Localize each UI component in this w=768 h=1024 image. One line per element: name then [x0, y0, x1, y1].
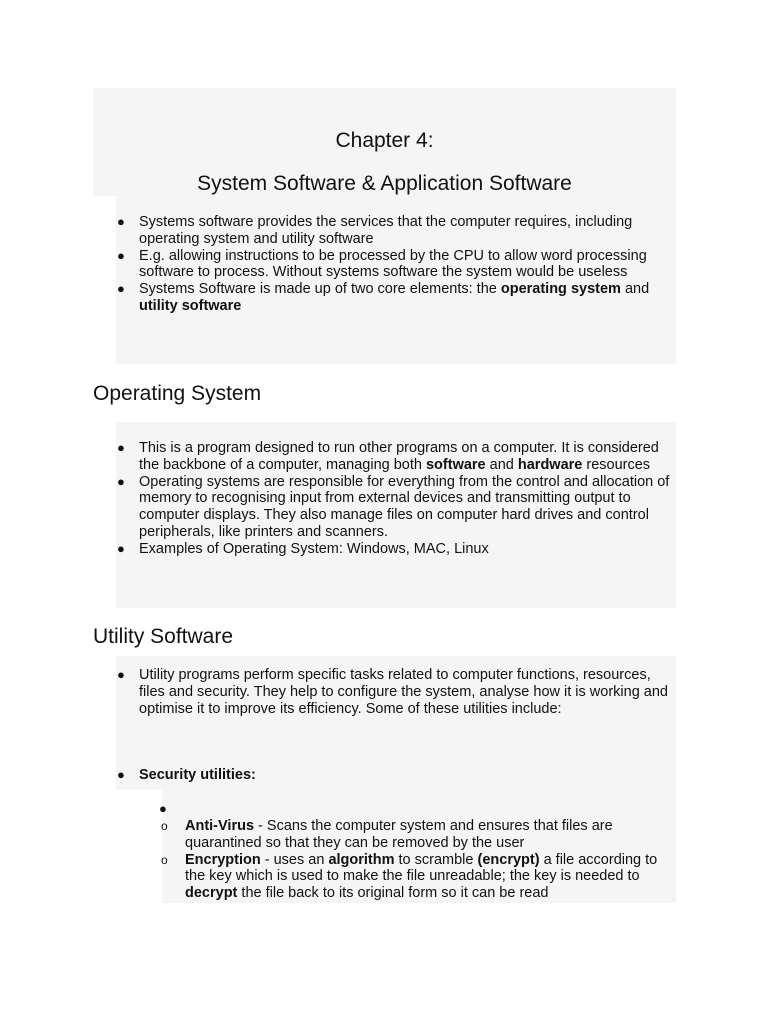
text-run: resources	[582, 456, 651, 473]
bullet-icon: ●	[117, 667, 125, 682]
list-item	[117, 667, 679, 717]
bullet-icon: ●	[117, 767, 125, 782]
bold-text: Encryption	[185, 851, 261, 868]
bullet-icon: ●	[117, 281, 125, 297]
list-item	[117, 473, 679, 541]
utility-bullet-list	[117, 667, 679, 717]
bullet-icon: ●	[117, 540, 125, 556]
bullet-icon: ●	[117, 473, 125, 489]
os-bullet-list	[117, 440, 679, 558]
bullet-icon: o	[161, 819, 168, 833]
text-run: and	[620, 281, 650, 298]
bullet-icon: ●	[117, 247, 125, 263]
bold-text: operating system	[500, 281, 621, 298]
security-utilities-label: Security utilities:	[139, 767, 256, 783]
bullet-icon: o	[161, 852, 168, 867]
bold-text: hardware	[517, 456, 583, 473]
text-run: Utility programs perform specific tasks related to computer functions, resources, files and security. They help to configure the system, analyse how it is working and optimise it to improve its efficiency. Some of these utilities include:	[139, 667, 668, 717]
text-run: - Scans the computer system and ensures that files are quarantined so that they can be removed by the user	[185, 818, 613, 851]
security-bullet-list	[117, 767, 679, 784]
list-item	[117, 540, 679, 558]
text-run: the file back to its original form so it can be read	[237, 885, 549, 902]
bold-text: decrypt	[185, 885, 238, 902]
intro-bullet-list	[117, 214, 679, 315]
text-run: and	[485, 456, 518, 473]
text-run: This is a program designed to run other programs on a computer. It is considered the backbone of a computer, managing both	[139, 440, 659, 473]
security-sub-list	[161, 818, 679, 902]
text-run: to scramble	[394, 851, 478, 868]
text-run: - uses an	[260, 851, 329, 868]
bullet-icon: ●	[117, 440, 125, 455]
list-item	[161, 818, 679, 852]
list-item	[117, 281, 679, 315]
list-item	[117, 767, 679, 784]
list-item	[161, 851, 679, 902]
text-run: E.g. allowing instructions to be processed by the CPU to allow word processing software to process. Without systems software the system would be useless	[139, 247, 647, 281]
os-heading: Operating System	[93, 382, 262, 405]
bold-text: (encrypt)	[477, 851, 540, 868]
bullet-icon: ●	[159, 801, 167, 816]
list-item	[117, 214, 679, 248]
text-run: Examples of Operating System: Windows, MAC, Linux	[139, 540, 489, 557]
bold-text: utility software	[139, 297, 242, 314]
empty-bullet	[159, 801, 167, 817]
bold-text: algorithm	[328, 851, 395, 868]
text-run: a file according to the key which is used to make the file unreadable; the key is needed to	[185, 851, 658, 885]
list-item	[117, 440, 679, 474]
utility-heading: Utility Software	[93, 625, 234, 648]
list-item	[117, 247, 679, 282]
chapter-title: Chapter 4:	[335, 129, 434, 152]
chapter-subtitle: System Software & Application Software	[197, 172, 572, 195]
text-run: Operating systems are responsible for everything from the control and allocation of memory to recognising input from external devices and transmitting output to computer displays. They also manage files on computer hard drives and control peripherals, like printers and scanners.	[139, 473, 670, 540]
bold-text: software	[425, 456, 486, 473]
bullet-icon: ●	[117, 214, 125, 229]
text-run: Systems Software is made up of two core elements: the	[139, 281, 501, 298]
bold-text: Anti-Virus	[185, 818, 255, 834]
text-run: Systems software provides the services that the computer requires, including operating system and utility software	[139, 214, 633, 247]
